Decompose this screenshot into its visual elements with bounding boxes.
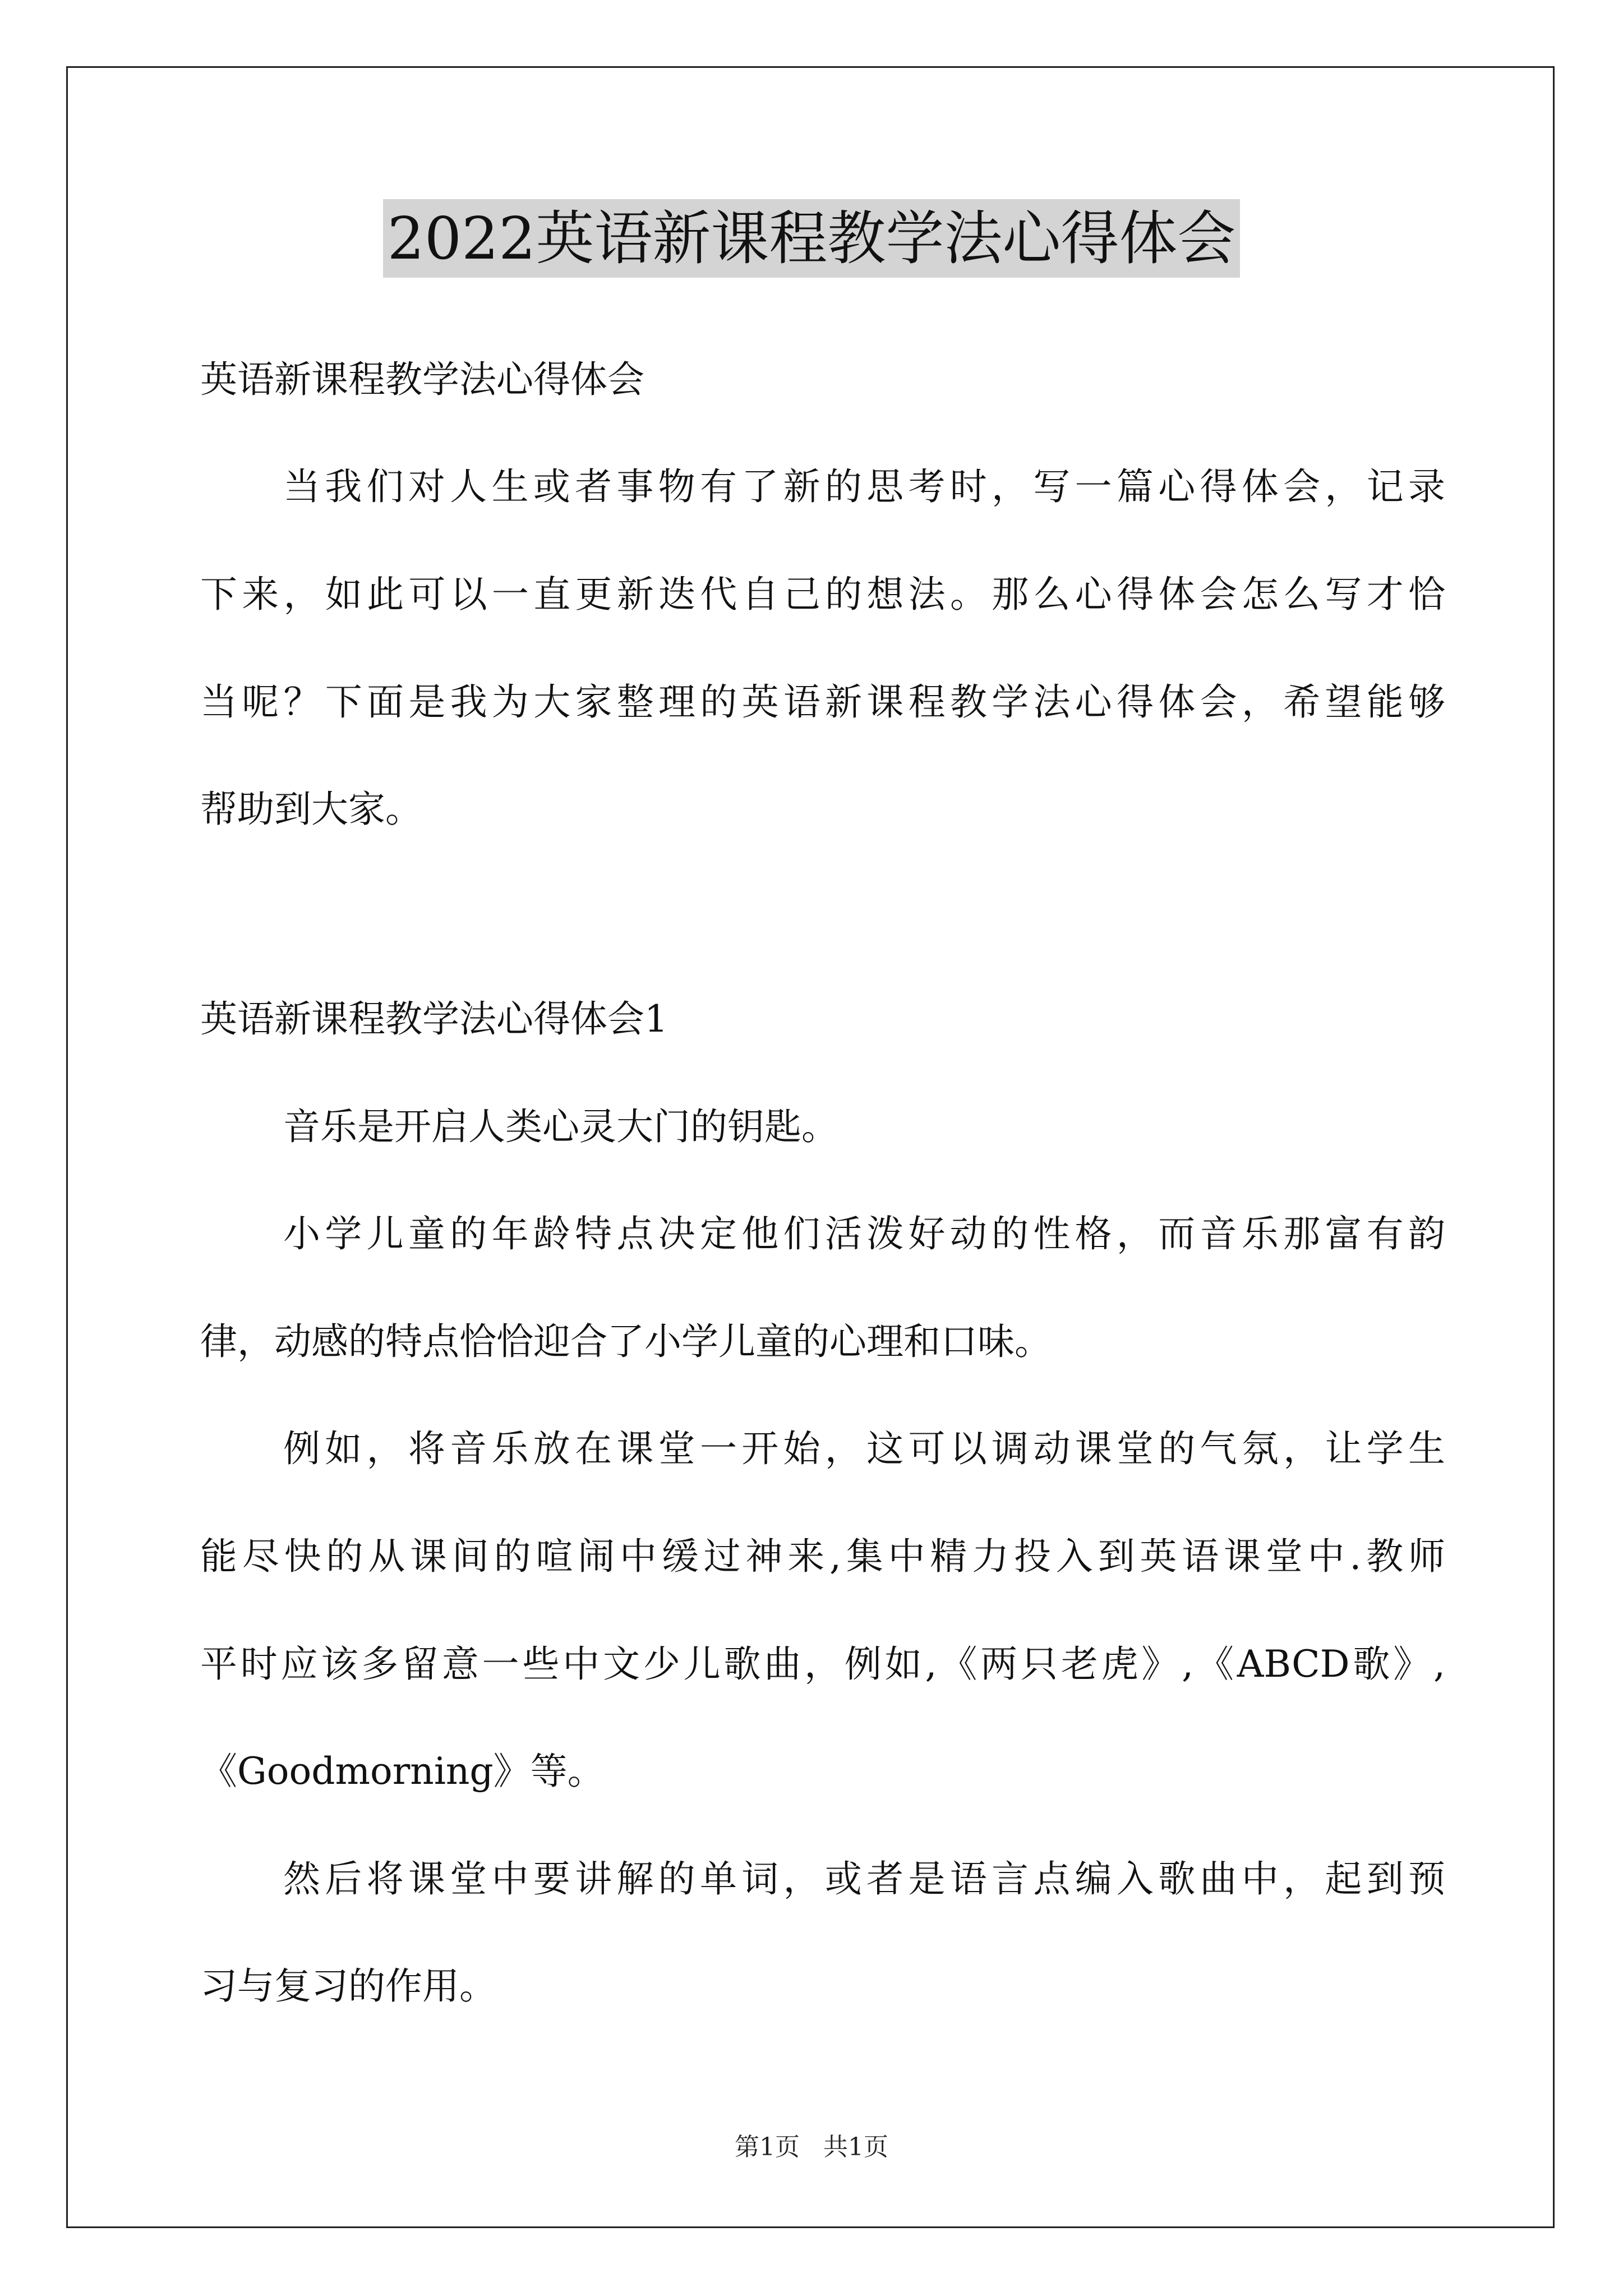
section-heading: 英语新课程教学法心得体会 — [200, 358, 644, 401]
paragraph-line: 习与复习的作用。 — [200, 1964, 496, 2008]
paragraph-line: 当我们对人生或者事物有了新的思考时，写一篇心得体会，记录 — [283, 465, 1445, 508]
paragraph-line: 《Goodmorning》等。 — [200, 1750, 605, 1793]
page-footer — [0, 2131, 1623, 2164]
paragraph-line: 帮助到大家。 — [200, 788, 422, 831]
paragraph-line: 律，动感的特点恰恰迎合了小学儿童的心理和口味。 — [200, 1320, 1052, 1363]
paragraph-line: 音乐是开启人类心灵大门的钥匙。 — [283, 1105, 838, 1148]
page-number-current: 第1页 — [735, 2133, 800, 2161]
paragraph-line: 例如，将音乐放在课堂一开始，这可以调动课堂的气氛，让学生 — [283, 1427, 1445, 1470]
paragraph-line: 小学儿童的年龄特点决定他们活泼好动的性格，而音乐那富有韵 — [283, 1212, 1445, 1255]
page-number-total: 共1页 — [823, 2133, 888, 2161]
title-container — [0, 199, 1623, 278]
document-title: 2022英语新课程教学法心得体会 — [383, 199, 1241, 278]
paragraph-line: 能尽快的从课间的喧闹中缓过神来,集中精力投入到英语课堂中.教师 — [200, 1535, 1445, 1578]
section-heading: 英语新课程教学法心得体会1 — [200, 997, 668, 1041]
paragraph-line: 当呢？下面是我为大家整理的英语新课程教学法心得体会，希望能够 — [200, 680, 1445, 724]
paragraph-line: 下来，如此可以一直更新迭代自己的想法。那么心得体会怎么写才恰 — [200, 573, 1445, 616]
paragraph-line: 然后将课堂中要讲解的单词，或者是语言点编入歌曲中，起到预 — [283, 1857, 1445, 1901]
paragraph-line: 平时应该多留意一些中文少儿歌曲，例如,《两只老虎》,《ABCD歌》, — [200, 1642, 1445, 1686]
